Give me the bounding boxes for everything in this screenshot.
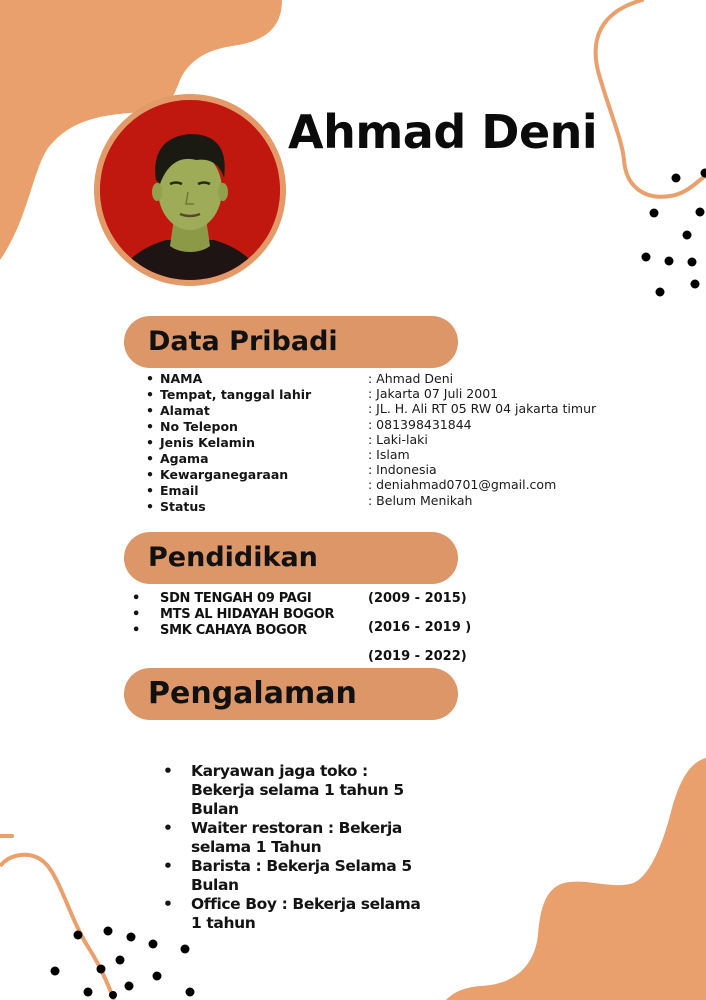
field-value: : JL. H. Ali RT 05 RW 04 jakarta timur — [368, 401, 597, 417]
school-name: • MTS AL HIDAYAH BOGOR — [146, 607, 356, 623]
field-label: • NAMA — [146, 371, 311, 387]
section-header-data-pribadi — [124, 316, 458, 368]
field-value: : Laki-laki — [368, 431, 428, 447]
top-right-dots — [642, 169, 706, 297]
education-list — [146, 591, 356, 639]
field-label: • No Telepon — [146, 419, 311, 435]
page-title: Ahmad Deni — [288, 105, 598, 159]
bottom-left-outline — [0, 855, 114, 1000]
school-name: • SDN TENGAH 09 PAGI — [146, 591, 356, 607]
field-value: : Indonesia — [368, 462, 437, 478]
school-name: • SMK CAHAYA BOGOR — [146, 623, 356, 639]
personal-data-labels — [146, 371, 311, 515]
education-years — [368, 590, 471, 677]
section-title: Pengalaman — [148, 676, 357, 711]
experience-item: • Waiter restoran : Bekerja selama 1 Tahun — [177, 819, 427, 857]
field-label: • Status — [146, 499, 311, 515]
profile-photo — [100, 100, 280, 280]
section-header-pengalaman — [124, 668, 458, 720]
school-years: (2019 - 2022) — [368, 649, 467, 664]
field-value: : Ahmad Deni — [368, 371, 454, 386]
field-value: : Jakarta 07 Juli 2001 — [368, 386, 499, 402]
experience-item: • Office Boy : Bekerja selama 1 tahun — [177, 895, 427, 933]
top-right-outline — [596, 0, 706, 197]
experience-item: • Barista : Bekerja Selama 5 Bulan — [177, 857, 427, 895]
section-title: Data Pribadi — [148, 326, 338, 357]
field-value: : Belum Menikah — [368, 492, 473, 508]
field-value: : 081398431844 — [368, 416, 472, 432]
field-label: • Kewarganegaraan — [146, 467, 311, 483]
experience-list — [177, 762, 427, 933]
school-years: (2016 - 2019 ) — [368, 620, 472, 635]
school-years: (2009 - 2015) — [368, 591, 467, 606]
field-label: • Alamat — [146, 403, 311, 419]
field-value: : deniahmad0701@gmail.com — [368, 477, 557, 493]
experience-item: • Karyawan jaga toko : Bekerja selama 1 tahun 5 Bulan — [177, 762, 427, 819]
field-label: • Agama — [146, 451, 311, 467]
field-label: • Email — [146, 483, 311, 499]
field-label: • Tempat, tanggal lahir — [146, 387, 311, 403]
section-title: Pendidikan — [148, 542, 318, 573]
bottom-right-blob — [446, 758, 706, 1000]
profile-photo-frame — [94, 94, 286, 286]
person-silhouette-icon — [100, 100, 280, 280]
personal-data-values — [368, 371, 596, 508]
section-header-pendidikan — [124, 532, 458, 584]
field-label: • Jenis Kelamin — [146, 435, 311, 451]
bottom-left-dots — [51, 927, 195, 1000]
field-value: : Islam — [368, 447, 410, 463]
